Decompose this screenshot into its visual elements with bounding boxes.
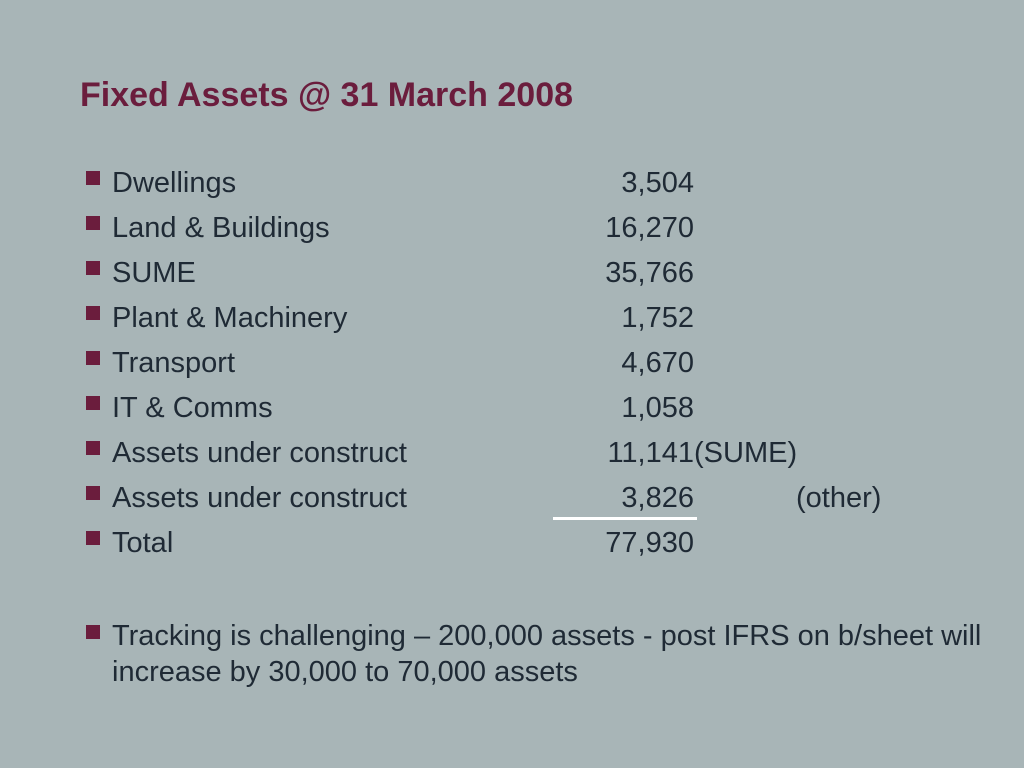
square-bullet-icon <box>86 486 100 500</box>
square-bullet-icon <box>86 396 100 410</box>
square-bullet-icon <box>86 531 100 545</box>
list-item <box>86 253 986 298</box>
asset-list <box>86 163 986 568</box>
square-bullet-icon <box>86 625 100 639</box>
asset-value: 3,504 <box>621 167 694 199</box>
asset-value: 77,930 <box>605 527 694 559</box>
asset-value: 3,826 <box>621 482 694 514</box>
list-item <box>86 523 986 568</box>
square-bullet-icon <box>86 216 100 230</box>
asset-value: 16,270 <box>605 212 694 244</box>
asset-label: Plant & Machinery <box>112 302 348 334</box>
list-item <box>86 388 986 433</box>
asset-label: Dwellings <box>112 167 237 199</box>
list-item <box>86 433 986 478</box>
square-bullet-icon <box>86 351 100 365</box>
asset-value: 1,058 <box>621 392 694 424</box>
list-item <box>86 478 986 523</box>
asset-note: (SUME) <box>694 437 798 469</box>
square-bullet-icon <box>86 261 100 275</box>
square-bullet-icon <box>86 171 100 185</box>
tracking-note <box>86 618 986 690</box>
slide-title: Fixed Assets @ 31 March 2008 <box>80 76 574 114</box>
asset-label: SUME <box>112 257 196 289</box>
list-item <box>86 208 986 253</box>
square-bullet-icon <box>86 441 100 455</box>
asset-label: Total <box>112 527 174 559</box>
asset-value: 1,752 <box>621 302 694 334</box>
asset-value: 4,670 <box>621 347 694 379</box>
asset-label: Assets under construct <box>112 437 407 469</box>
asset-label: Assets under construct <box>112 482 407 514</box>
asset-value: 35,766 <box>605 257 694 289</box>
asset-label: IT & Comms <box>112 392 273 424</box>
list-item <box>86 343 986 388</box>
asset-note: (other) <box>796 482 882 514</box>
subtotal-underline <box>553 517 697 520</box>
asset-label: Transport <box>112 347 236 379</box>
asset-label: Land & Buildings <box>112 212 330 244</box>
square-bullet-icon <box>86 306 100 320</box>
tracking-note-text: Tracking is challenging – 200,000 assets - post IFRS on b/sheet will increase by 30,000 to 70,000 assets <box>112 620 982 688</box>
list-item <box>86 298 986 343</box>
asset-value: 11,141 <box>607 437 694 469</box>
list-item <box>86 163 986 208</box>
